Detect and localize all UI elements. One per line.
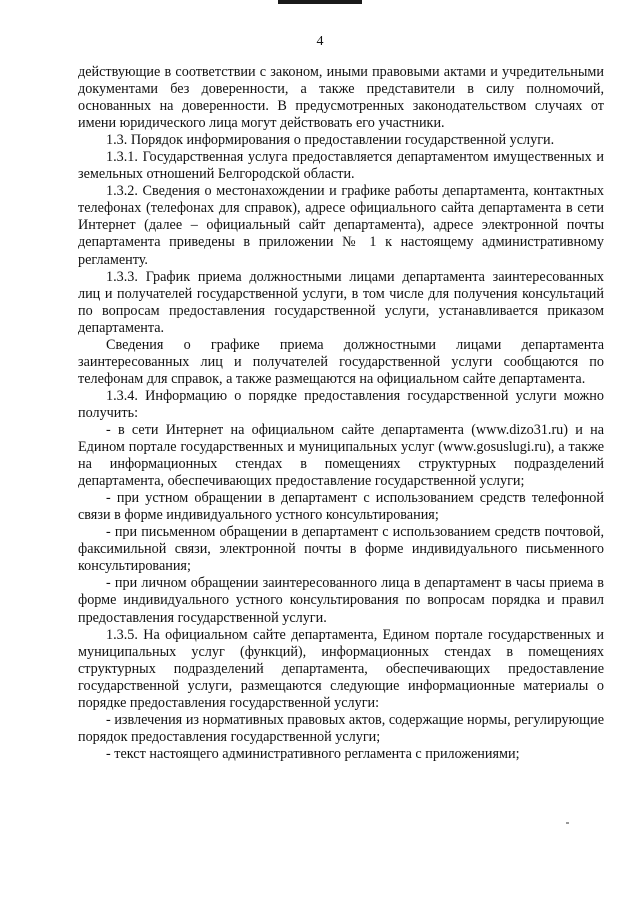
- page-number: 4: [316, 34, 324, 49]
- list-item-written: - при письменном обращении в департамент с использованием средств почтовой, факсимильной связи, электронной почты в форме индивидуального письменного консультирования;: [78, 524, 604, 575]
- paragraph-1-3-4: 1.3.4. Информацию о порядке предоставления государственной услуги можно получить:: [78, 387, 604, 421]
- list-item-regulation-text: - текст настоящего административного регламента с приложениями;: [106, 745, 520, 762]
- scan-speck: [566, 822, 569, 824]
- list-item-phone: - при устном обращении в департамент с использованием средств телефонной связи в форме индивидуального устного консультирования;: [78, 490, 604, 524]
- paragraph-1-3-1: 1.3.1. Государственная услуга предоставляется департаментом имущественных и земельных отношений Белгородской области.: [78, 149, 604, 183]
- paragraph-1-3: 1.3. Порядок информирования о предоставлении государственной услуги.: [106, 132, 555, 149]
- list-item-extracts: - извлечения из нормативных правовых актов, содержащие нормы, регулирующие порядок предоставления государственной услуги;: [78, 711, 604, 745]
- paragraph-continuation: действующие в соответствии с законом, иными правовыми актами и учредительными документами без доверенности, а также представители в силу полномочий, основанных на доверенности. В предусмотренных законодательством случаях от имени юридического лица могут действовать его участники.: [78, 64, 604, 132]
- list-item-personal: - при личном обращении заинтересованного лица в департамент в часы приема в форме индивидуального устного консультирования по вопросам порядка и правил предоставления государственной услуги.: [78, 575, 604, 626]
- list-item-internet: - в сети Интернет на официальном сайте департамента (www.dizo31.ru) и на Едином портале государственных и муниципальных услуг (www.gosuslugi.ru), а также на информационных стендах в помещениях структурных подразделений департамента, обеспечивающих предоставление государственной услуги;: [78, 421, 604, 490]
- document-body: [78, 64, 604, 763]
- paragraph-1-3-5: 1.3.5. На официальном сайте департамента, Едином портале государственных и муниципальных услуг (функций), информационных стендах в помещениях структурных подразделений департамента, обеспечивающих предоставление государственной услуги, размещаются следующие информационные материалы о порядке предоставления государственной услуги:: [78, 626, 604, 711]
- paragraph-1-3-3: 1.3.3. График приема должностными лицами департамента заинтересованных лиц и получателей государственной услуги, в том числе для получения консультаций по вопросам предоставления государственной услуги, устанавливается приказом департамента.: [78, 268, 604, 336]
- paragraph-schedule-info: Сведения о графике приема должностными лицами департамента заинтересованных лиц и получателей государственной услуги сообщаются по телефонам для справок, а также размещаются на официальном сайте департамента.: [78, 336, 604, 387]
- paragraph-1-3-2: 1.3.2. Сведения о местонахождении и графике работы департамента, контактных телефонах (телефонах для справок), адресе официального сайта департамента в сети Интернет (далее – официальный сайт департамента), адресе электронной почты департамента приведены в приложении № 1 к настоящему административному регламенту.: [78, 183, 604, 268]
- top-edge-mark: [278, 0, 362, 4]
